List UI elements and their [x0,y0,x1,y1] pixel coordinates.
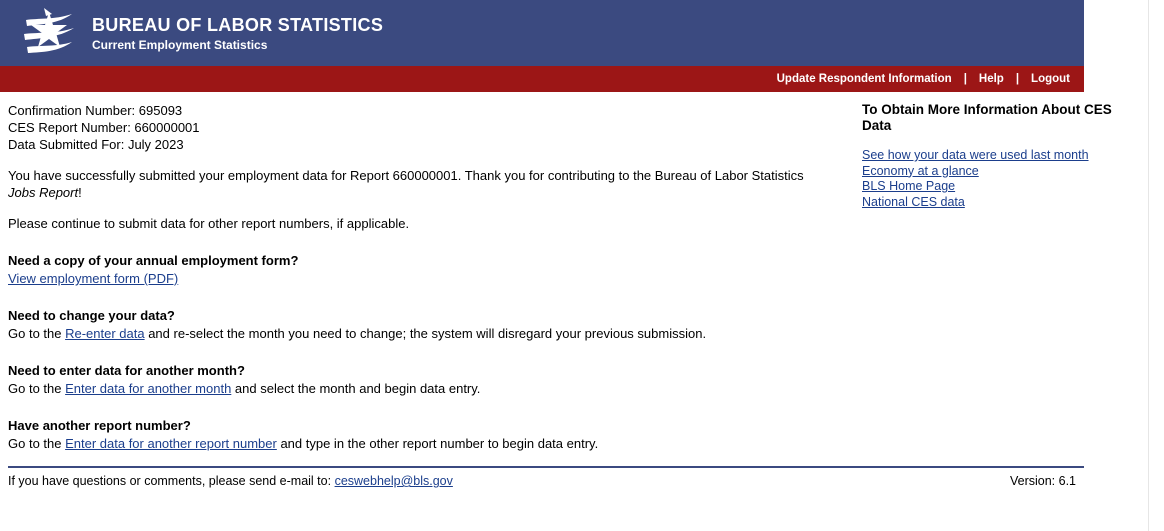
success-message [8,167,828,201]
section-change-data [8,307,845,342]
success-message-part2: ! [78,185,82,200]
another-report-prefix: Go to the [8,436,66,451]
another-report-suffix: and type in the other report number to begin data entry. [276,436,599,451]
sidebar [862,102,1132,210]
section-another-report-number [8,417,845,452]
page-footer [0,474,1084,488]
change-data-prefix: Go to the [8,326,66,341]
footer-divider [8,466,1084,468]
support-email-link[interactable]: ceswebhelp@bls.gov [334,474,453,488]
nav-separator: | [1015,73,1020,85]
re-enter-data-link[interactable]: Re-enter data [65,326,145,341]
sidebar-link-data-used-last-month[interactable]: See how your data were used last month [862,148,1089,162]
sidebar-link-economy-at-a-glance[interactable]: Economy at a glance [862,163,979,178]
sidebar-link-national-ces-data[interactable]: National CES data [862,194,965,209]
bls-eagle-seal-icon [18,4,80,62]
section-annual-form [8,252,845,287]
program-subtitle: Current Employment Statistics [92,37,268,52]
confirmation-number: Confirmation Number: 695093 [8,103,183,118]
sidebar-links [862,148,1132,210]
section-another-month [8,362,845,397]
another-month-prefix: Go to the [8,381,66,396]
section-annual-form-title: Need a copy of your annual employment form? [8,253,299,268]
nav-separator: | [963,73,967,85]
footer-contact-text: If you have questions or comments, please send e-mail to: [8,474,335,488]
section-annual-form-body [8,270,845,287]
section-another-month-body [8,380,845,397]
page-content [0,92,1164,452]
nav-help[interactable]: Help [978,73,1004,85]
another-month-suffix: and select the month and begin data entry. [231,381,481,396]
nav-logout[interactable]: Logout [1031,73,1070,85]
top-navigation [0,66,1084,92]
section-another-month-title: Need to enter data for another month? [8,363,245,378]
ces-report-number: CES Report Number: 660000001 [8,120,200,135]
section-change-data-body [8,325,845,342]
page-scrollbar[interactable] [1148,0,1164,531]
footer-contact [8,474,453,488]
site-header [0,0,1084,66]
continue-message: Please continue to submit data for other report numbers, if applicable. [8,216,410,231]
jobs-report-emphasis: Jobs Report [8,185,79,200]
agency-title: BUREAU OF LABOR STATISTICS [92,14,384,35]
sidebar-link-bls-home-page[interactable]: BLS Home Page [862,179,956,193]
section-another-report-number-body [8,435,845,452]
success-message-part1: You have successfully submitted your employment data for Report 660000001. Thank you for contributing to the Bureau of Labor Statistics [8,168,804,183]
section-another-report-number-title: Have another report number? [8,418,191,433]
enter-data-another-report-number-link[interactable]: Enter data for another report number [65,436,277,451]
enter-data-another-month-link[interactable]: Enter data for another month [65,381,232,396]
main-column [0,102,845,452]
change-data-suffix: and re-select the month you need to change; the system will disregard your previous submission. [144,326,707,341]
sidebar-title: To Obtain More Information About CES Data [862,102,1112,133]
view-employment-form-pdf-link[interactable]: View employment form (PDF) [8,271,179,286]
section-change-data-title: Need to change your data? [8,308,175,323]
footer-version: Version: 6.1 [1009,474,1076,488]
data-submitted-for: Data Submitted For: July 2023 [8,137,184,152]
nav-update-respondent-information[interactable]: Update Respondent Information [776,73,952,85]
